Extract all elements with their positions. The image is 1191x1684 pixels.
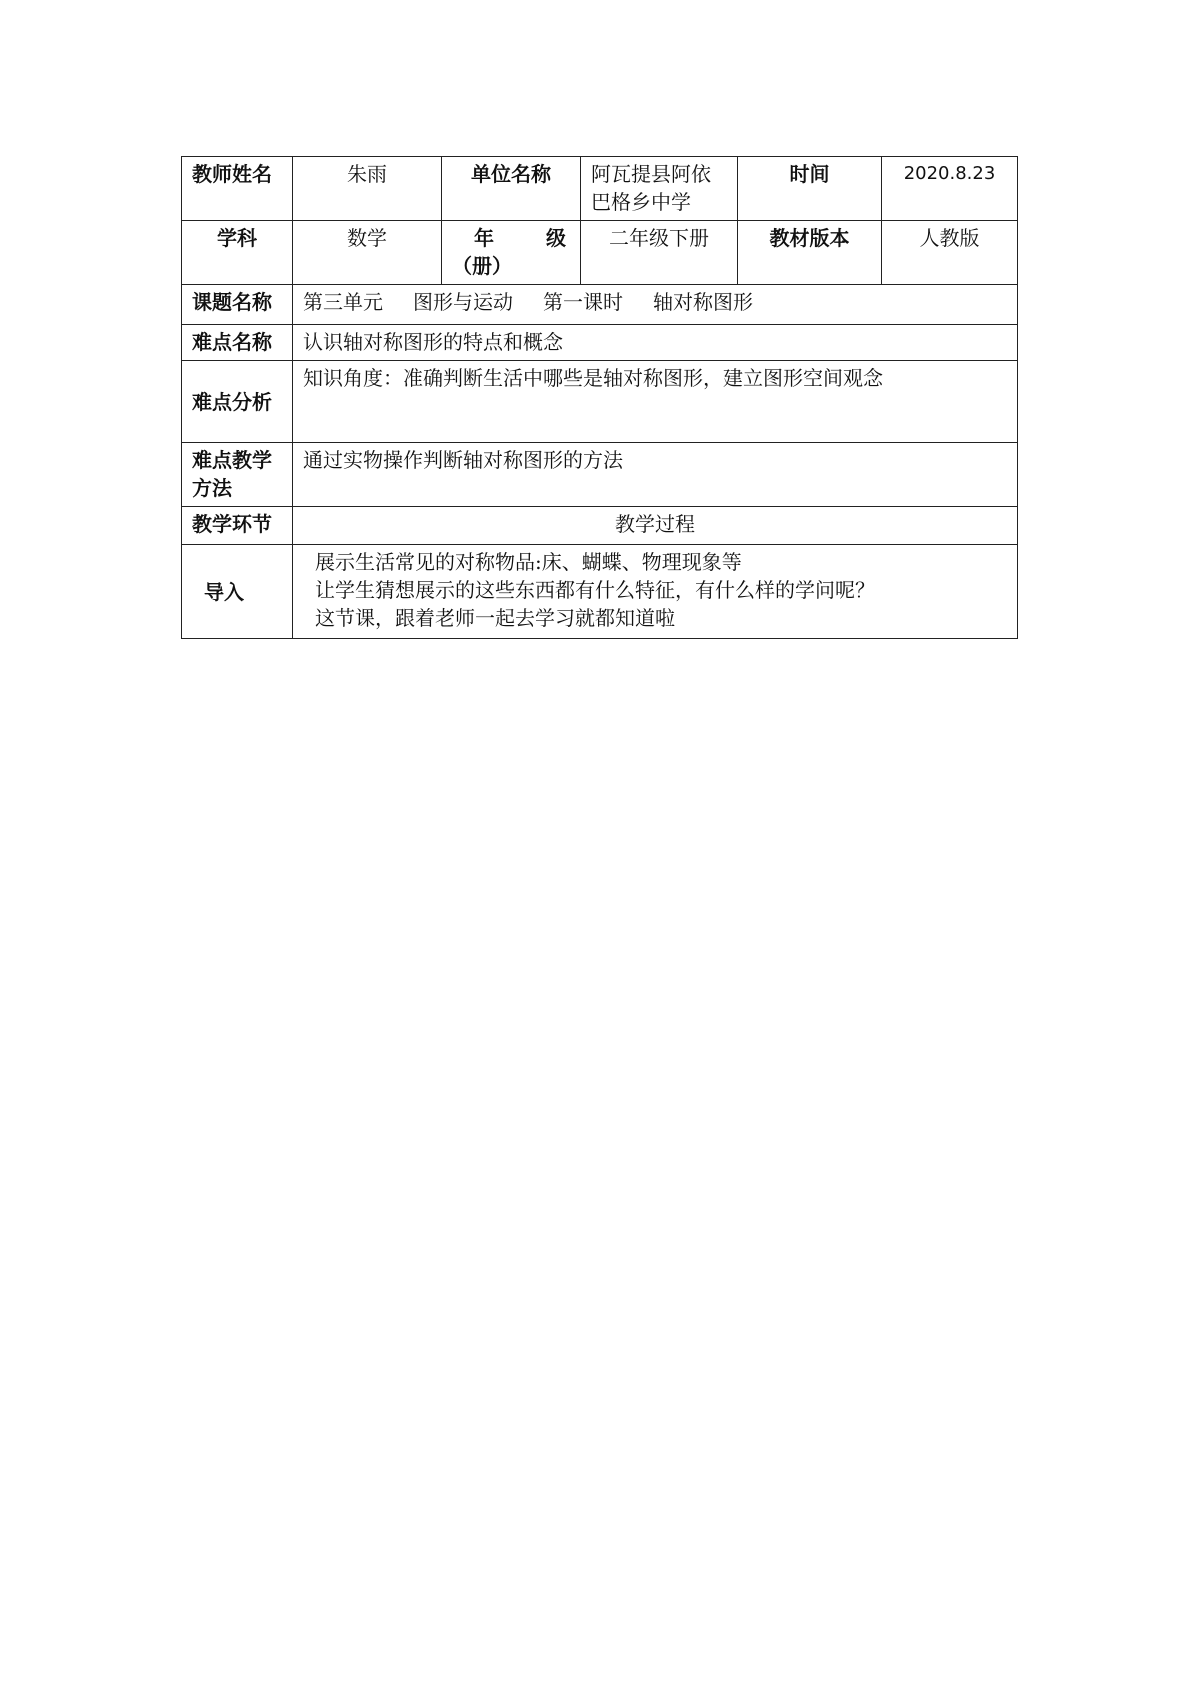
difficulty-method-label-line-1: 难点教学	[192, 448, 272, 472]
teacher-name-value: 朱雨	[293, 157, 442, 221]
row-subject-info	[182, 221, 1018, 285]
row-difficulty-method	[182, 443, 1018, 507]
subject-label: 学科	[182, 221, 293, 285]
unit-name-line-1: 阿瓦提县阿依	[591, 162, 711, 186]
difficulty-method-label	[182, 443, 293, 507]
difficulty-analysis-label: 难点分析	[182, 361, 293, 443]
grade-label-part-c: （册）	[452, 254, 512, 278]
difficulty-name-value: 认识轴对称图形的特点和概念	[293, 325, 1018, 361]
intro-label: 导入	[182, 545, 293, 639]
lesson-plan-table	[181, 156, 1018, 639]
subject-value: 数学	[293, 221, 442, 285]
teaching-process-label: 教学过程	[293, 507, 1018, 545]
difficulty-name-label: 难点名称	[182, 325, 293, 361]
row-difficulty-analysis	[182, 361, 1018, 443]
difficulty-method-value: 通过实物操作判断轴对称图形的方法	[293, 443, 1018, 507]
unit-name-line-2: 巴格乡中学	[591, 190, 691, 214]
topic-unit: 第三单元	[303, 290, 383, 314]
grade-label	[442, 221, 581, 285]
unit-name-label: 单位名称	[442, 157, 581, 221]
edition-value: 人教版	[882, 221, 1018, 285]
topic-value	[293, 285, 1018, 325]
difficulty-method-label-line-2: 方法	[192, 476, 232, 500]
edition-label: 教材版本	[738, 221, 882, 285]
row-teaching-header	[182, 507, 1018, 545]
row-intro	[182, 545, 1018, 639]
row-topic	[182, 285, 1018, 325]
intro-line-1: 展示生活常见的对称物品:床、蝴蝶、物理现象等	[315, 550, 742, 574]
topic-title: 轴对称图形	[653, 290, 753, 314]
time-value: 2020.8.23	[882, 157, 1018, 221]
difficulty-analysis-value: 知识角度：准确判断生活中哪些是轴对称图形，建立图形空间观念	[293, 361, 1018, 443]
row-difficulty-name	[182, 325, 1018, 361]
intro-line-3: 这节课，跟着老师一起去学习就都知道啦	[315, 606, 675, 630]
row-teacher-info	[182, 157, 1018, 221]
intro-content	[293, 545, 1018, 639]
grade-value: 二年级下册	[581, 221, 738, 285]
grade-label-part-b: 级	[546, 226, 566, 250]
topic-label: 课题名称	[182, 285, 293, 325]
intro-line-2: 让学生猜想展示的这些东西都有什么特征，有什么样的学问呢？	[315, 578, 875, 602]
topic-period: 第一课时	[543, 290, 623, 314]
teaching-stage-label: 教学环节	[182, 507, 293, 545]
teacher-name-label: 教师姓名	[182, 157, 293, 221]
topic-chapter: 图形与运动	[413, 290, 513, 314]
time-label: 时间	[738, 157, 882, 221]
unit-name-value	[581, 157, 738, 221]
grade-label-part-a: 年	[474, 226, 494, 250]
